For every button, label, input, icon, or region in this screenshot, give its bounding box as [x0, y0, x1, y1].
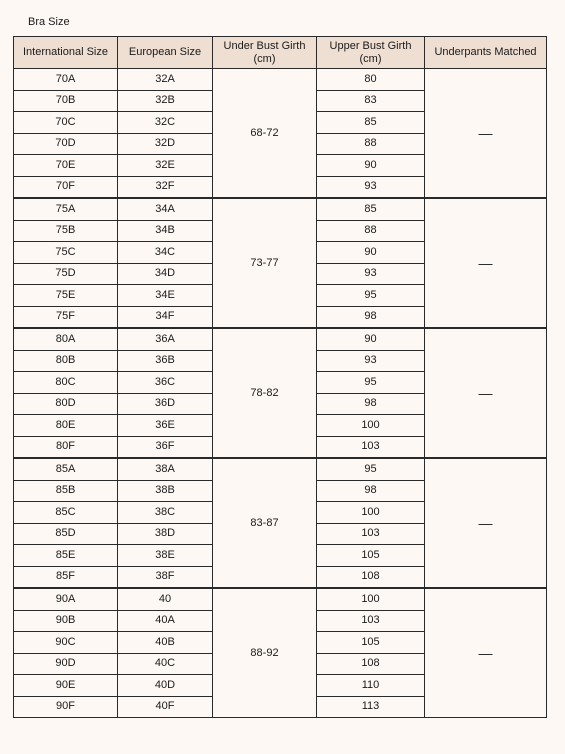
international-size-cell: 90E: [14, 675, 118, 697]
upper-bust-girth-cell: 105: [317, 632, 425, 654]
upper-bust-girth-cell: 95: [317, 372, 425, 394]
under-bust-girth-cell: 78-82: [213, 328, 317, 458]
european-size-cell: 34F: [118, 306, 213, 328]
european-size-cell: 38B: [118, 480, 213, 502]
upper-bust-girth-cell: 103: [317, 436, 425, 458]
european-size-cell: 40C: [118, 653, 213, 675]
european-size-cell: 38D: [118, 523, 213, 545]
international-size-cell: 90D: [14, 653, 118, 675]
international-size-cell: 75D: [14, 263, 118, 285]
international-size-cell: 90B: [14, 610, 118, 632]
european-size-cell: 32C: [118, 112, 213, 134]
underpants-matched-cell: —: [425, 69, 547, 199]
international-size-cell: 75A: [14, 198, 118, 220]
upper-bust-girth-cell: 90: [317, 242, 425, 264]
header-under-bust-girth: Under Bust Girth (cm): [213, 37, 317, 69]
international-size-cell: 70E: [14, 155, 118, 177]
table-row: [14, 198, 547, 220]
international-size-cell: 70D: [14, 133, 118, 155]
upper-bust-girth-cell: 100: [317, 502, 425, 524]
international-size-cell: 85A: [14, 458, 118, 480]
upper-bust-girth-cell: 88: [317, 133, 425, 155]
european-size-cell: 32D: [118, 133, 213, 155]
european-size-cell: 38A: [118, 458, 213, 480]
upper-bust-girth-cell: 90: [317, 155, 425, 177]
european-size-cell: 34E: [118, 285, 213, 307]
upper-bust-girth-cell: 95: [317, 458, 425, 480]
underpants-matched-cell: —: [425, 458, 547, 588]
upper-bust-girth-cell: 105: [317, 545, 425, 567]
international-size-cell: 80A: [14, 328, 118, 350]
international-size-cell: 75C: [14, 242, 118, 264]
european-size-cell: 32F: [118, 176, 213, 198]
upper-bust-girth-cell: 103: [317, 610, 425, 632]
international-size-cell: 85D: [14, 523, 118, 545]
upper-bust-girth-cell: 113: [317, 696, 425, 718]
underpants-matched-cell: —: [425, 198, 547, 328]
european-size-cell: 36C: [118, 372, 213, 394]
international-size-cell: 80D: [14, 393, 118, 415]
european-size-cell: 40F: [118, 696, 213, 718]
upper-bust-girth-cell: 103: [317, 523, 425, 545]
header-underpants-matched: Underpants Matched: [425, 37, 547, 69]
under-bust-girth-cell: 73-77: [213, 198, 317, 328]
size-group: [14, 69, 547, 199]
table-row: [14, 458, 547, 480]
under-bust-girth-cell: 68-72: [213, 69, 317, 199]
upper-bust-girth-cell: 110: [317, 675, 425, 697]
international-size-cell: 80C: [14, 372, 118, 394]
size-group: [14, 328, 547, 458]
international-size-cell: 80E: [14, 415, 118, 437]
international-size-cell: 70A: [14, 69, 118, 91]
european-size-cell: 40B: [118, 632, 213, 654]
international-size-cell: 85E: [14, 545, 118, 567]
under-bust-girth-cell: 88-92: [213, 588, 317, 718]
international-size-cell: 90F: [14, 696, 118, 718]
european-size-cell: 36F: [118, 436, 213, 458]
underpants-matched-cell: —: [425, 588, 547, 718]
page-title: Bra Size: [28, 16, 70, 28]
international-size-cell: 80B: [14, 350, 118, 372]
underpants-matched-cell: —: [425, 328, 547, 458]
upper-bust-girth-cell: 83: [317, 90, 425, 112]
international-size-cell: 75E: [14, 285, 118, 307]
european-size-cell: 40: [118, 588, 213, 610]
european-size-cell: 38E: [118, 545, 213, 567]
international-size-cell: 85B: [14, 480, 118, 502]
european-size-cell: 36D: [118, 393, 213, 415]
european-size-cell: 36B: [118, 350, 213, 372]
under-bust-girth-cell: 83-87: [213, 458, 317, 588]
upper-bust-girth-cell: 95: [317, 285, 425, 307]
international-size-cell: 90A: [14, 588, 118, 610]
international-size-cell: 85C: [14, 502, 118, 524]
european-size-cell: 34C: [118, 242, 213, 264]
international-size-cell: 75B: [14, 220, 118, 242]
size-group: [14, 458, 547, 588]
table-header: [14, 37, 547, 69]
upper-bust-girth-cell: 108: [317, 653, 425, 675]
european-size-cell: 38F: [118, 566, 213, 588]
table-row: [14, 328, 547, 350]
upper-bust-girth-cell: 90: [317, 328, 425, 350]
european-size-cell: 34D: [118, 263, 213, 285]
international-size-cell: 75F: [14, 306, 118, 328]
european-size-cell: 38C: [118, 502, 213, 524]
upper-bust-girth-cell: 108: [317, 566, 425, 588]
international-size-cell: 70C: [14, 112, 118, 134]
european-size-cell: 34B: [118, 220, 213, 242]
size-group: [14, 588, 547, 718]
european-size-cell: 40A: [118, 610, 213, 632]
header-international-size: International Size: [14, 37, 118, 69]
european-size-cell: 32E: [118, 155, 213, 177]
header-european-size: European Size: [118, 37, 213, 69]
bra-size-table: [13, 36, 547, 718]
european-size-cell: 36E: [118, 415, 213, 437]
international-size-cell: 80F: [14, 436, 118, 458]
european-size-cell: 32B: [118, 90, 213, 112]
upper-bust-girth-cell: 85: [317, 198, 425, 220]
international-size-cell: 70B: [14, 90, 118, 112]
table-row: [14, 588, 547, 610]
upper-bust-girth-cell: 98: [317, 480, 425, 502]
european-size-cell: 32A: [118, 69, 213, 91]
european-size-cell: 34A: [118, 198, 213, 220]
upper-bust-girth-cell: 100: [317, 415, 425, 437]
upper-bust-girth-cell: 98: [317, 393, 425, 415]
size-group: [14, 198, 547, 328]
upper-bust-girth-cell: 88: [317, 220, 425, 242]
upper-bust-girth-cell: 85: [317, 112, 425, 134]
international-size-cell: 85F: [14, 566, 118, 588]
upper-bust-girth-cell: 93: [317, 263, 425, 285]
international-size-cell: 70F: [14, 176, 118, 198]
upper-bust-girth-cell: 93: [317, 350, 425, 372]
european-size-cell: 36A: [118, 328, 213, 350]
european-size-cell: 40D: [118, 675, 213, 697]
header-row: [14, 37, 547, 69]
upper-bust-girth-cell: 98: [317, 306, 425, 328]
header-upper-bust-girth: Upper Bust Girth (cm): [317, 37, 425, 69]
upper-bust-girth-cell: 80: [317, 69, 425, 91]
international-size-cell: 90C: [14, 632, 118, 654]
upper-bust-girth-cell: 100: [317, 588, 425, 610]
table-row: [14, 69, 547, 91]
upper-bust-girth-cell: 93: [317, 176, 425, 198]
